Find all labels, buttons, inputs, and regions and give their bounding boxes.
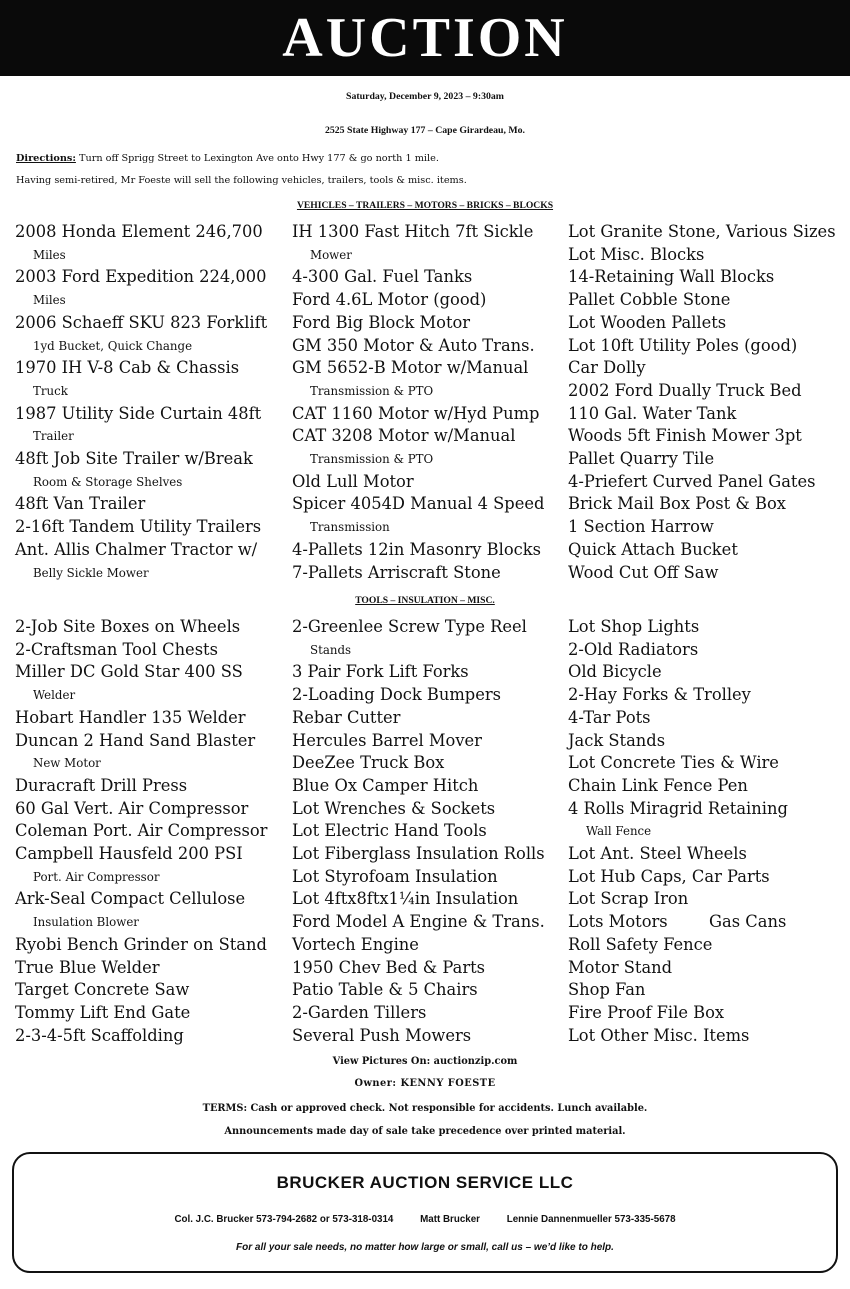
item-line: Car Dolly — [568, 358, 646, 378]
list-item — [568, 911, 843, 934]
contacts-line — [0, 1210, 850, 1230]
item-line: Ryobi Bench Grinder on Stand — [15, 934, 267, 954]
list-item — [15, 820, 290, 843]
item-line: DeeZee Truck Box — [292, 753, 445, 773]
list-item — [568, 562, 843, 585]
list-item — [15, 266, 290, 311]
item-continuation-line: Transmission & PTO — [310, 383, 434, 398]
item-continuation-line: Miles — [33, 293, 66, 308]
list-item — [292, 957, 567, 980]
item-line: Patio Table & 5 Chairs — [292, 980, 478, 1000]
list-item — [292, 820, 567, 843]
contact-jc-brucker: Col. J.C. Brucker 573-794-2682 or 573-318-0314 — [174, 1214, 394, 1225]
tagline: For all your sale needs, no matter how large or small, call us – we’d like to help. — [236, 1242, 614, 1253]
item-continuation-line: Mower — [310, 247, 352, 262]
announcements-line: Announcements made day of sale take precedence over printed material. — [224, 1126, 626, 1137]
item-continuation-line: Miles — [33, 247, 66, 262]
item-line: 48ft Van Trailer — [15, 494, 146, 514]
list-item — [292, 1025, 567, 1048]
list-item — [568, 289, 843, 312]
item-line: Several Push Mowers — [292, 1025, 472, 1045]
list-item — [15, 448, 290, 493]
item-line: Lot Styrofoam Insulation — [292, 866, 498, 886]
item-line: CAT 1160 Motor w/Hyd Pump — [292, 403, 540, 423]
list-item — [15, 539, 290, 584]
list-item — [568, 707, 843, 730]
item-line: Jack Stands — [568, 730, 666, 750]
list-item — [568, 798, 843, 843]
item-line: Quick Attach Bucket — [568, 539, 738, 559]
item-line: 2002 Ford Dually Truck Bed — [568, 380, 802, 400]
item-continuation-line: 1yd Bucket, Quick Change — [33, 338, 193, 353]
item-continuation-line: Stands — [310, 642, 352, 657]
list-item — [568, 752, 843, 775]
item-line: 14-Retaining Wall Blocks — [568, 267, 775, 287]
item-continuation-line: Room & Storage Shelves — [33, 474, 183, 489]
tools-column-1 — [15, 616, 290, 1047]
item-line: Lot Misc. Blocks — [568, 244, 705, 264]
list-item — [568, 934, 843, 957]
item-continuation-line: Welder — [33, 688, 76, 703]
tools-column-3 — [568, 616, 843, 1047]
list-item — [15, 775, 290, 798]
tools-column-2 — [292, 616, 567, 1047]
list-item — [568, 425, 843, 448]
item-line: 7-Pallets Arriscraft Stone — [292, 562, 501, 582]
item-line: Lot Granite Stone, Various Sizes — [568, 222, 836, 241]
list-item — [15, 616, 290, 639]
item-line: Lot Electric Hand Tools — [292, 821, 487, 841]
list-item — [568, 843, 843, 866]
list-item — [568, 357, 843, 380]
item-line: Ford Big Block Motor — [292, 312, 471, 332]
item-continuation-line: Port. Air Compressor — [33, 869, 160, 884]
date-line: Saturday, December 9, 2023 – 9:30am — [346, 91, 504, 102]
list-item — [15, 639, 290, 662]
list-item — [292, 403, 567, 426]
item-line: Shop Fan — [568, 980, 646, 1000]
list-item — [568, 1025, 843, 1048]
list-item — [15, 707, 290, 730]
item-line: 2-3-4-5ft Scaffolding — [15, 1025, 184, 1045]
item-line: Coleman Port. Air Compressor — [15, 821, 268, 841]
list-item — [568, 539, 843, 562]
list-item — [292, 266, 567, 289]
item-line: Lot Fiberglass Insulation Rolls — [292, 844, 545, 864]
contact-matt-brucker: Matt Brucker — [420, 1214, 480, 1225]
item-line: IH 1300 Fast Hitch 7ft Sickle — [292, 222, 534, 241]
item-line: Pallet Quarry Tile — [568, 449, 715, 469]
item-line: 110 Gal. Water Tank — [568, 403, 737, 423]
list-item — [15, 843, 290, 888]
list-item — [15, 979, 290, 1002]
item-continuation-line: Wall Fence — [586, 824, 652, 839]
list-item — [568, 888, 843, 911]
item-line: 60 Gal Vert. Air Compressor — [15, 798, 249, 818]
item-line: Lot Wooden Pallets — [568, 312, 727, 332]
item-line: 4-Tar Pots — [568, 707, 651, 727]
item-line: 2-Garden Tillers — [292, 1002, 427, 1022]
item-line: 1987 Utility Side Curtain 48ft — [15, 403, 262, 423]
item-line: 3 Pair Fork Lift Forks — [292, 662, 469, 682]
directions-line — [16, 149, 846, 168]
view-pictures-line: View Pictures On: auctionzip.com — [332, 1056, 518, 1067]
item-line: Lot Other Misc. Items — [568, 1025, 750, 1045]
directions-text: Turn off Sprigg Street to Lexington Ave onto Hwy 177 & go north 1 mile. — [75, 153, 439, 164]
directions-label: Directions: — [16, 153, 76, 164]
list-item — [292, 289, 567, 312]
list-item — [292, 707, 567, 730]
item-line: 2-Greenlee Screw Type Reel — [292, 617, 527, 636]
item-continuation-line: Truck — [33, 383, 68, 398]
item-line: 1950 Chev Bed & Parts — [292, 957, 486, 977]
item-line: Fire Proof File Box — [568, 1002, 725, 1022]
item-line: Wood Cut Off Saw — [568, 562, 719, 582]
list-item — [292, 684, 567, 707]
item-line: Ark-Seal Compact Cellulose — [15, 889, 246, 909]
item-line: Lot Shop Lights — [568, 617, 700, 636]
item-continuation-line: Transmission — [310, 520, 390, 535]
list-item — [292, 335, 567, 358]
list-item — [568, 957, 843, 980]
list-item — [292, 312, 567, 335]
item-line: Lot Concrete Ties & Wire — [568, 753, 779, 773]
list-item — [15, 1025, 290, 1048]
list-item — [292, 866, 567, 889]
list-item — [292, 493, 567, 538]
list-item — [292, 1002, 567, 1025]
item-line: GM 350 Motor & Auto Trans. — [292, 335, 535, 355]
list-item — [15, 934, 290, 957]
item-line: Duracraft Drill Press — [15, 775, 188, 795]
item-line: 2-Loading Dock Bumpers — [292, 685, 501, 705]
location-line: 2525 State Highway 177 – Cape Girardeau, Mo. — [324, 125, 525, 136]
item-line: GM 5652-B Motor w/Manual — [292, 358, 529, 378]
list-item — [568, 639, 843, 662]
terms-line: TERMS: Cash or approved check. Not responsible for accidents. Lunch available. — [202, 1103, 648, 1114]
item-line: 4-Priefert Curved Panel Gates — [568, 471, 816, 491]
list-item — [568, 775, 843, 798]
item-line: 2-Job Site Boxes on Wheels — [15, 617, 241, 636]
list-item — [568, 448, 843, 471]
list-item — [292, 911, 567, 934]
item-line: CAT 3208 Motor w/Manual — [292, 426, 516, 446]
item-line: Hercules Barrel Mover — [292, 730, 482, 750]
list-item — [15, 1002, 290, 1025]
contact-lennie-dannenmueller: Lennie Dannenmueller 573-335-5678 — [506, 1214, 676, 1225]
item-line: Ford Model A Engine & Trans. — [292, 912, 545, 932]
item-line: 2008 Honda Element 246,700 — [15, 222, 263, 241]
list-item — [292, 843, 567, 866]
list-item — [568, 866, 843, 889]
item-line: Hobart Handler 135 Welder — [15, 707, 246, 727]
item-line: Target Concrete Saw — [15, 980, 190, 1000]
vehicles-column-3 — [568, 221, 843, 584]
item-line: Old Bicycle — [568, 662, 662, 682]
list-item — [15, 798, 290, 821]
item-line: 2-16ft Tandem Utility Trailers — [15, 517, 262, 537]
list-item — [292, 730, 567, 753]
item-line: 4-Pallets 12in Masonry Blocks — [292, 539, 541, 559]
list-item — [568, 730, 843, 753]
list-item — [568, 403, 843, 426]
item-line: Spicer 4054D Manual 4 Speed — [292, 494, 545, 514]
list-item — [292, 775, 567, 798]
list-item — [568, 684, 843, 707]
list-item — [15, 661, 290, 706]
list-item — [292, 357, 567, 402]
item-line: 48ft Job Site Trailer w/Break — [15, 449, 253, 469]
list-item — [15, 403, 290, 448]
list-item — [15, 357, 290, 402]
list-item — [292, 471, 567, 494]
list-item — [568, 1002, 843, 1025]
list-item — [568, 221, 843, 244]
item-line: Lot Wrenches & Sockets — [292, 798, 496, 818]
list-item — [568, 471, 843, 494]
list-item — [292, 888, 567, 911]
list-item — [15, 888, 290, 933]
item-line: Chain Link Fence Pen — [568, 775, 748, 795]
item-line: Ford 4.6L Motor (good) — [292, 290, 487, 310]
list-item — [292, 425, 567, 470]
item-line: 1 Section Harrow — [568, 517, 714, 537]
item-line: 2-Craftsman Tool Chests — [15, 639, 218, 659]
item-line: Motor Stand — [568, 957, 673, 977]
list-item — [292, 798, 567, 821]
item-line: True Blue Welder — [15, 957, 160, 977]
item-line: Woods 5ft Finish Mower 3pt — [568, 426, 802, 446]
item-line: 2006 Schaeff SKU 823 Forklift — [15, 312, 268, 332]
item-line: Roll Safety Fence — [568, 934, 713, 954]
auction-title: AUCTION — [0, 0, 850, 76]
list-item — [292, 752, 567, 775]
list-item — [568, 380, 843, 403]
list-item — [292, 539, 567, 562]
item-line: 2003 Ford Expedition 224,000 — [15, 267, 267, 287]
item-line: Brick Mail Box Post & Box — [568, 494, 786, 514]
list-item — [568, 616, 843, 639]
list-item — [292, 661, 567, 684]
item-line: Miller DC Gold Star 400 SS — [15, 662, 243, 682]
item-line: Campbell Hausfeld 200 PSI — [15, 844, 243, 864]
list-item — [568, 244, 843, 267]
item-continuation-line: Transmission & PTO — [310, 452, 434, 467]
item-line: Blue Ox Camper Hitch — [292, 775, 479, 795]
list-item — [15, 957, 290, 980]
item-line: Old Lull Motor — [292, 471, 414, 491]
item-line: 2-Old Radiators — [568, 639, 699, 659]
item-line: Tommy Lift End Gate — [15, 1002, 191, 1022]
item-line: Lot Scrap Iron — [568, 889, 689, 909]
list-item — [292, 221, 567, 266]
list-item — [568, 335, 843, 358]
owner-line: Owner: KENNY FOESTE — [354, 1078, 496, 1089]
list-item — [568, 979, 843, 1002]
list-item — [15, 221, 290, 266]
item-line: Lot Ant. Steel Wheels — [568, 844, 747, 864]
vehicles-column-1 — [15, 221, 290, 584]
item-line: Duncan 2 Hand Sand Blaster — [15, 730, 256, 750]
item-line: Vortech Engine — [292, 934, 419, 954]
item-line: Lots Motors Gas Cans — [568, 912, 787, 932]
item-line: Lot Hub Caps, Car Parts — [568, 866, 770, 886]
item-continuation-line: Belly Sickle Mower — [33, 565, 149, 580]
item-line: Lot 10ft Utility Poles (good) — [568, 335, 798, 355]
list-item — [568, 493, 843, 516]
list-item — [292, 562, 567, 585]
item-line: 4-300 Gal. Fuel Tanks — [292, 267, 473, 287]
list-item — [15, 493, 290, 516]
item-line: Rebar Cutter — [292, 707, 401, 727]
item-continuation-line: Trailer — [33, 429, 74, 444]
item-continuation-line: Insulation Blower — [33, 915, 139, 930]
item-line: 1970 IH V-8 Cab & Chassis — [15, 358, 240, 378]
item-line: 4 Rolls Miragrid Retaining — [568, 798, 788, 818]
list-item — [568, 516, 843, 539]
intro-line: Having semi-retired, Mr Foeste will sell the following vehicles, trailers, tools & misc. items. — [16, 175, 467, 186]
item-line: Lot 4ftx8ftx1¼in Insulation — [292, 889, 519, 909]
list-item — [568, 312, 843, 335]
company-name: BRUCKER AUCTION SERVICE LLC — [276, 1173, 574, 1192]
item-line: 2-Hay Forks & Trolley — [568, 685, 751, 705]
section-title-vehicles: VEHICLES – TRAILERS – MOTORS – BRICKS – BLOCKS — [296, 200, 554, 211]
list-item — [15, 516, 290, 539]
section-title-tools: TOOLS – INSULATION – MISC. — [355, 595, 495, 606]
list-item — [568, 266, 843, 289]
list-item — [15, 312, 290, 357]
item-line: Pallet Cobble Stone — [568, 290, 731, 310]
list-item — [292, 616, 567, 661]
item-continuation-line: New Motor — [33, 756, 101, 771]
list-item — [292, 934, 567, 957]
item-line: Ant. Allis Chalmer Tractor w/ — [15, 539, 258, 559]
vehicles-column-2 — [292, 221, 567, 584]
list-item — [568, 661, 843, 684]
list-item — [292, 979, 567, 1002]
list-item — [15, 730, 290, 775]
